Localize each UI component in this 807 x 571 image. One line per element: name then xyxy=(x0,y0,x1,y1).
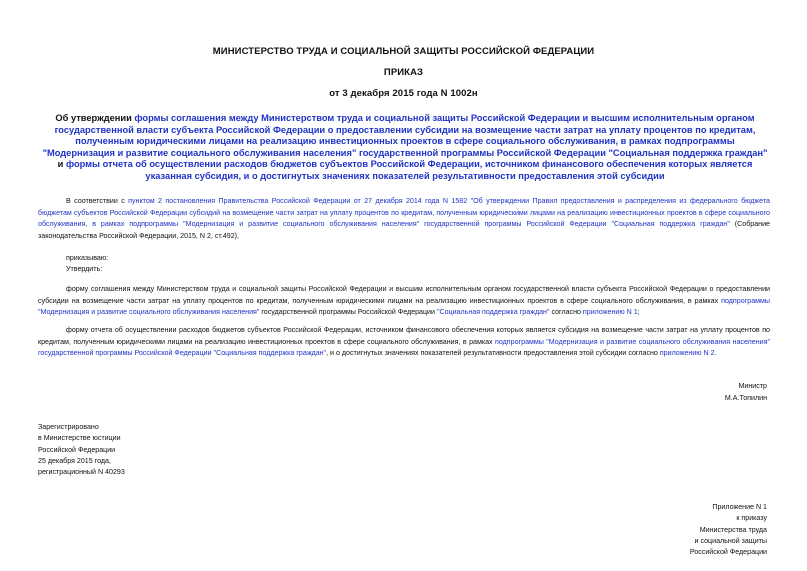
item2-text: форму отчета об осуществлении расходов бюджетов субъектов Российской Федерации, источником финансового обеспечения которых является субсидия на возмещение части затрат на уплату процентов по кредитам, полученным юридическими лицами на реализацию инвестиционных проектов в сфере социального обслуживания, в рамках xyxy=(38,326,770,346)
item2-end: . xyxy=(714,349,717,358)
item1-end: ; xyxy=(637,308,640,317)
appendix-line: Российской Федерации xyxy=(689,548,767,557)
item1-text: форму соглашения между Министерством труда и социальной защиты Российской Федерации и высшим исполнительным органом государственной власти субъекта Российской Федерации о предоставлении субсидии на возмещение части затрат на уплату процентов по кредитам, полученным юридическими лицами на реализацию инвестиционных проектов в сфере социального обслуживания, в рамках xyxy=(38,285,770,305)
appendix-line: к приказу xyxy=(736,514,767,523)
item2-subprogram-link[interactable]: подпрограммы "Модернизация и развитие социального обслуживания населения" государственной программы Российской Федерации "Социальная поддержка граждан" xyxy=(38,337,770,358)
registration-line: 25 декабря 2015 года, xyxy=(38,456,111,465)
preamble-suffix: (Собрание законодательства Российской Федерации, 2015, N 2, ст.492), xyxy=(38,220,771,241)
document-type: ПРИКАЗ xyxy=(383,67,424,78)
registration-line: в Министерстве юстиции xyxy=(38,434,121,443)
signature-name: М.А.Топилин xyxy=(724,393,767,402)
appendix-header xyxy=(690,502,767,558)
signature-block xyxy=(725,381,767,404)
appendix-line: Министерства труда xyxy=(699,525,767,534)
item2-mid: , и о достигнутых значениях показателей результативности предоставления этой субсидии согласно xyxy=(326,349,660,358)
registration-line: регистрационный N 40293 xyxy=(38,468,125,477)
document-subject xyxy=(40,113,770,183)
item-agreement-form xyxy=(38,284,770,319)
registration-line: Зарегистрировано xyxy=(38,423,99,431)
appendix-line: и социальной защиты xyxy=(694,536,767,545)
item1-mid2: согласно xyxy=(549,308,583,317)
item2-appendix-link[interactable]: приложению N 2 xyxy=(659,349,715,358)
registration-line: Российской Федерации xyxy=(38,445,116,454)
appendix-line: Приложение N 1 xyxy=(712,503,767,511)
document-date-number: от 3 декабря 2015 года N 1002н xyxy=(329,88,478,99)
ministry-title: МИНИСТЕРСТВО ТРУДА И СОЦИАЛЬНОЙ ЗАЩИТЫ РОССИЙСКОЙ ФЕДЕРАЦИИ xyxy=(212,46,595,57)
item1-subprogram-link[interactable]: подпрограммы "Модернизация и развитие социального обслуживания населения" xyxy=(38,296,770,317)
signature-title: Министр xyxy=(738,382,767,390)
approve-word: Утвердить: xyxy=(66,265,103,273)
item1-appendix-link[interactable]: приложению N 1 xyxy=(582,308,638,317)
preamble-decree-link[interactable]: пунктом 2 постановления Правительства Российской Федерации от 27 декабря 2014 года N 1582 "Об утверждении Правил предоставления и распределения из федерального бюджета бюджетам субъектов Российской Федерации субсидий на возмещение части затрат на уплату процентов по кредитам, полученным юридическими лицами на реализацию инвестиционных проектов в сфере социального обслуживания, в рамках подпрограммы "Модернизация и развитие социального обслуживания населения" государственной программы Российской Федерации "Социальная поддержка граждан" xyxy=(38,197,770,229)
registration-block xyxy=(38,422,125,478)
subject-middle: и xyxy=(57,159,66,170)
preamble-paragraph xyxy=(38,196,770,243)
item1-mid: государственной программы Российской Федерации xyxy=(259,308,437,317)
item-report-form xyxy=(38,325,770,360)
preamble-prefix: В соответствии с xyxy=(66,197,129,205)
order-word: приказываю: xyxy=(66,254,109,262)
subject-prefix: Об утверждении xyxy=(55,113,135,123)
item1-program-link[interactable]: "Социальная поддержка граждан" xyxy=(436,308,550,317)
subject-link-agreement-form[interactable]: формы соглашения между Министерством труда и социальной защиты Российской Федерации и высшим исполнительным органом государственной власти субъекта Российской Федерации о предоставлении субсидии на возмещение части затрат на уплату процентов по кредитам, полученным юридическими лицами на реализацию инвестиционных проектов в сфере социального обслуживания, в рамках подпрограммы "Модернизация и развитие социального обслуживания населения" государственной программы Российской Федерации "Социальная поддержка граждан" xyxy=(42,113,768,158)
subject-link-report-form[interactable]: формы отчета об осуществлении расходов бюджетов субъектов Российской Федерации, источником финансового обеспечения которых является указанная субсидия, и о достигнутых значениях показателей результативности предоставления этой субсидии xyxy=(65,159,753,181)
